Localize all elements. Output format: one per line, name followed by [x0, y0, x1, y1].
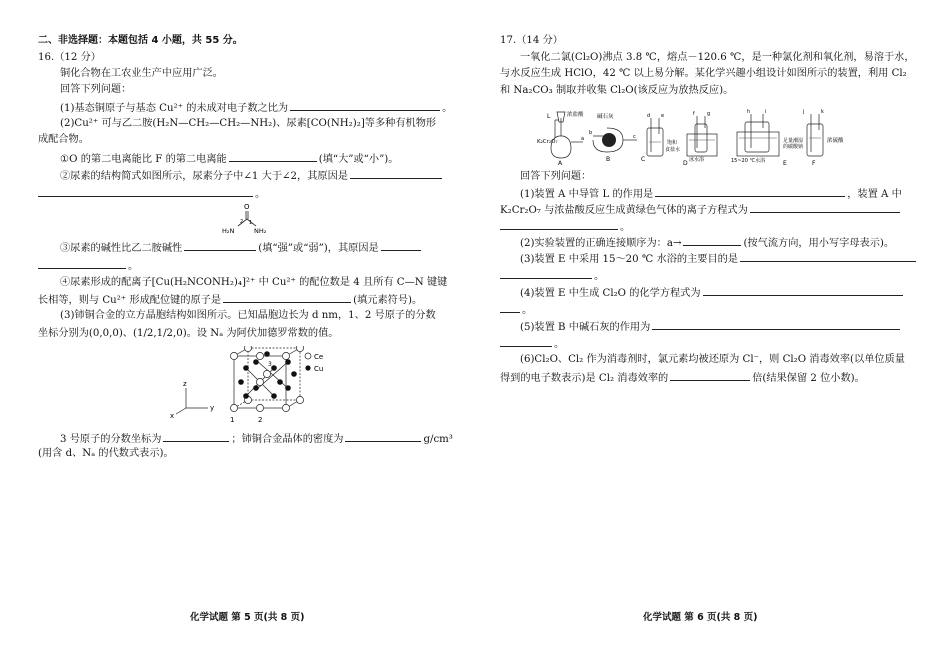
axis-x: x: [170, 412, 175, 420]
q17-part4-line1: (4)装置 E 中生成 Cl₂O 的化学方程式为: [520, 285, 905, 301]
answer-blank[interactable]: [500, 268, 592, 279]
q16-part2-sub2-cont: 。: [38, 186, 265, 202]
q17-part1-line1: (1)装置 A 中导管 L 的作用是 ，装置 A 中: [520, 186, 902, 202]
label-e: E: [783, 160, 787, 166]
atom-label-2: 2: [258, 416, 263, 424]
q16-part2-sub3-cont: 。: [38, 258, 138, 274]
right-page: [475, 0, 950, 659]
q17-part1-line3: 。: [500, 219, 630, 235]
label-f: F: [812, 160, 816, 166]
port-k: k: [821, 109, 824, 115]
answer-blank[interactable]: [740, 251, 916, 262]
sulfuric-acid-label: 浓硫酸: [827, 138, 844, 144]
legend-cu-label: Cu: [314, 365, 324, 373]
answer-blank[interactable]: [229, 151, 317, 162]
q16-part2-sub4-line2: 长相等，则与 Cu²⁺ 形成配位键的原子是 (填元素符号)。: [38, 292, 422, 308]
q16-part2-sub4-line1: ④尿素形成的配离子[Cu(H₂NCONH₂)₄]²⁺ 中 Cu²⁺ 的配位数是 4 且所有 C—N 键键: [60, 277, 448, 288]
legend-ce-label: Ce: [314, 353, 324, 361]
q16-part2-line2: 成配合物。: [38, 134, 89, 145]
legend-cu-marker: [305, 365, 310, 370]
answer-blank[interactable]: [683, 235, 741, 246]
urea-left-amine: H₂N: [222, 227, 235, 235]
bath-e: [737, 132, 779, 156]
atom-label-3: 3: [268, 361, 272, 368]
section-title: 二、非选择题：本题包括 4 小题，共 55 分。: [38, 35, 243, 46]
answer-blank[interactable]: [500, 302, 520, 313]
answer-blank[interactable]: [345, 431, 421, 442]
port-a: a: [581, 136, 585, 142]
tube-l-label: L: [547, 113, 551, 120]
urea-angle-2: 2: [240, 219, 244, 225]
answer-blank[interactable]: [500, 219, 618, 230]
answer-blank[interactable]: [381, 240, 421, 251]
q16-ask: 回答下列问题：: [60, 84, 132, 95]
crystal-cell-figure: [168, 346, 338, 426]
port-e: e: [661, 113, 665, 119]
apparatus-figure: [537, 108, 887, 166]
sodium-carbonate-label-2: 的碳酸钠: [783, 144, 804, 150]
answer-blank[interactable]: [223, 292, 351, 303]
q17-part6-line1: (6)Cl₂O、Cl₂ 作为消毒剂时，氯元素均被还原为 Cl⁻，则 Cl₂O 消毒效率(以单位质量: [520, 354, 905, 365]
port-g: g: [707, 111, 711, 117]
q17-paragraph-line1: 一氧化二氯(Cl₂O)沸点 3.8 ℃，熔点－120.6 ℃，是一种氯化剂和氧化剂，易溶于水，: [520, 52, 915, 63]
answer-blank[interactable]: [38, 258, 126, 269]
label-c: C: [641, 156, 646, 163]
brine-label-1: 饱和: [667, 140, 678, 146]
axis-y: y: [210, 404, 215, 412]
port-j: j: [803, 109, 805, 115]
brine-label-2: 食盐水: [665, 147, 681, 153]
port-i: i: [765, 109, 767, 115]
urea-oxygen: O: [244, 203, 250, 211]
q17-paragraph-line3: 和 Na₂CO₃ 制取并收集 Cl₂O(该反应为放热反应)。: [500, 85, 734, 96]
q17-ask: 回答下列问题：: [520, 171, 592, 182]
urea-angle-1: 1: [249, 220, 253, 226]
q16-part3-line3: 3 号原子的分数坐标为 ；铈铜合金晶体的密度为 g/cm³: [60, 431, 453, 447]
answer-blank[interactable]: [703, 285, 903, 296]
q17-part1-line2: K₂Cr₂O₇ 与浓盐酸反应生成黄绿色气体的离子方程式为: [500, 202, 902, 218]
port-d: d: [647, 113, 651, 119]
q17-part3-line1: (3)装置 E 中采用 15～20 ℃ 水浴的主要目的是: [520, 251, 918, 267]
answer-blank[interactable]: [184, 240, 256, 251]
answer-blank[interactable]: [500, 336, 552, 347]
answer-blank[interactable]: [655, 186, 845, 197]
answer-blank[interactable]: [38, 186, 253, 197]
water-bath-label: 15~20 ℃水浴: [731, 158, 766, 164]
q17-header: 17.（14 分）: [500, 35, 563, 46]
q17-part5-line1: (5)装置 B 中碱石灰的作用为: [520, 319, 902, 335]
q17-part6-line2: 得到的电子数表示)是 Cl₂ 消毒效率的 倍(结果保留 2 位小数)。: [500, 370, 865, 386]
acid-label: 浓盐酸: [567, 112, 584, 118]
q16-header: 16.（12 分）: [38, 52, 101, 63]
k2cr2o7-label: K₂Cr₂O₇: [537, 139, 558, 145]
q16-part2-sub3: ③尿素的碱性比乙二胺碱性 (填“强”或“弱”)，其原因是: [60, 240, 423, 256]
q16-part3-line1: (3)铈铜合金的立方晶胞结构如图所示。已知晶胞边长为 d nm，1、2 号原子的分数: [60, 310, 436, 321]
answer-blank[interactable]: [652, 319, 900, 330]
q16-part2-sub1: ①O 的第二电离能比 F 的第二电离能 (填“大”或“小”)。: [60, 151, 398, 167]
port-b: b: [589, 130, 593, 136]
urea-right-amine: NH₂: [254, 227, 267, 235]
q17-part5-line2: 。: [500, 336, 564, 352]
legend-ce-marker: [305, 353, 311, 359]
q16-part3-line4: (用含 d、Nₐ 的代数式表示)。: [38, 448, 174, 459]
q16-intro: 铜化合物在工农业生产中应用广泛。: [60, 68, 223, 79]
q16-part2-line1: (2)Cu²⁺ 可与乙二胺(H₂N—CH₂—CH₂—NH₂)、尿素[CO(NH₂)₂]等多种有机物形: [60, 118, 437, 129]
axis-z: z: [183, 380, 187, 388]
atom-label-1: 1: [230, 416, 235, 424]
bottle-f: [807, 124, 823, 156]
q16-part2-sub2: ②尿素的结构简式如图所示，尿素分子中∠1 大于∠2，其原因是: [60, 168, 444, 184]
answer-blank[interactable]: [750, 202, 900, 213]
soda-lime-label: 碱石灰: [597, 114, 614, 120]
q17-part3-line2: 。: [500, 268, 604, 284]
answer-blank[interactable]: [670, 370, 750, 381]
q17-part4-line2: 。: [500, 302, 532, 318]
q16-part1: (1)基态铜原子与基态 Cu²⁺ 的未成对电子数之比为 。: [60, 100, 452, 116]
port-f: f: [693, 111, 695, 117]
answer-blank[interactable]: [350, 168, 442, 179]
ice-bath-label: 冰水浴: [689, 157, 705, 163]
q17-paragraph-line2: 与水反应生成 HClO，42 ℃ 以上易分解。某化学兴趣小组设计如图所示的装置，利用 Cl₂: [500, 68, 907, 79]
sodium-carbonate-label-1: 足量潮湿: [783, 138, 804, 144]
urea-structure-figure: [218, 200, 278, 236]
answer-blank[interactable]: [163, 431, 229, 442]
page-footer-left: 化学试题 第 5 页(共 8 页): [190, 612, 305, 623]
port-h: h: [747, 109, 751, 115]
page-footer-right: 化学试题 第 6 页(共 8 页): [643, 612, 758, 623]
q17-part2: (2)实验装置的正确连接顺序为：a→ (按气流方向，用小写字母表示)。: [520, 235, 894, 251]
bath-d: [687, 134, 717, 156]
soda-lime-granules: [602, 133, 616, 147]
q16-part3-line2: 坐标分别为(0,0,0)、(1/2,1/2,0)。设 Nₐ 为阿伏加德罗常数的值。: [38, 328, 339, 339]
answer-blank[interactable]: [290, 100, 440, 111]
label-d: D: [683, 160, 688, 166]
port-c: c: [633, 134, 636, 140]
label-b: B: [606, 156, 611, 163]
label-a: A: [558, 160, 563, 166]
